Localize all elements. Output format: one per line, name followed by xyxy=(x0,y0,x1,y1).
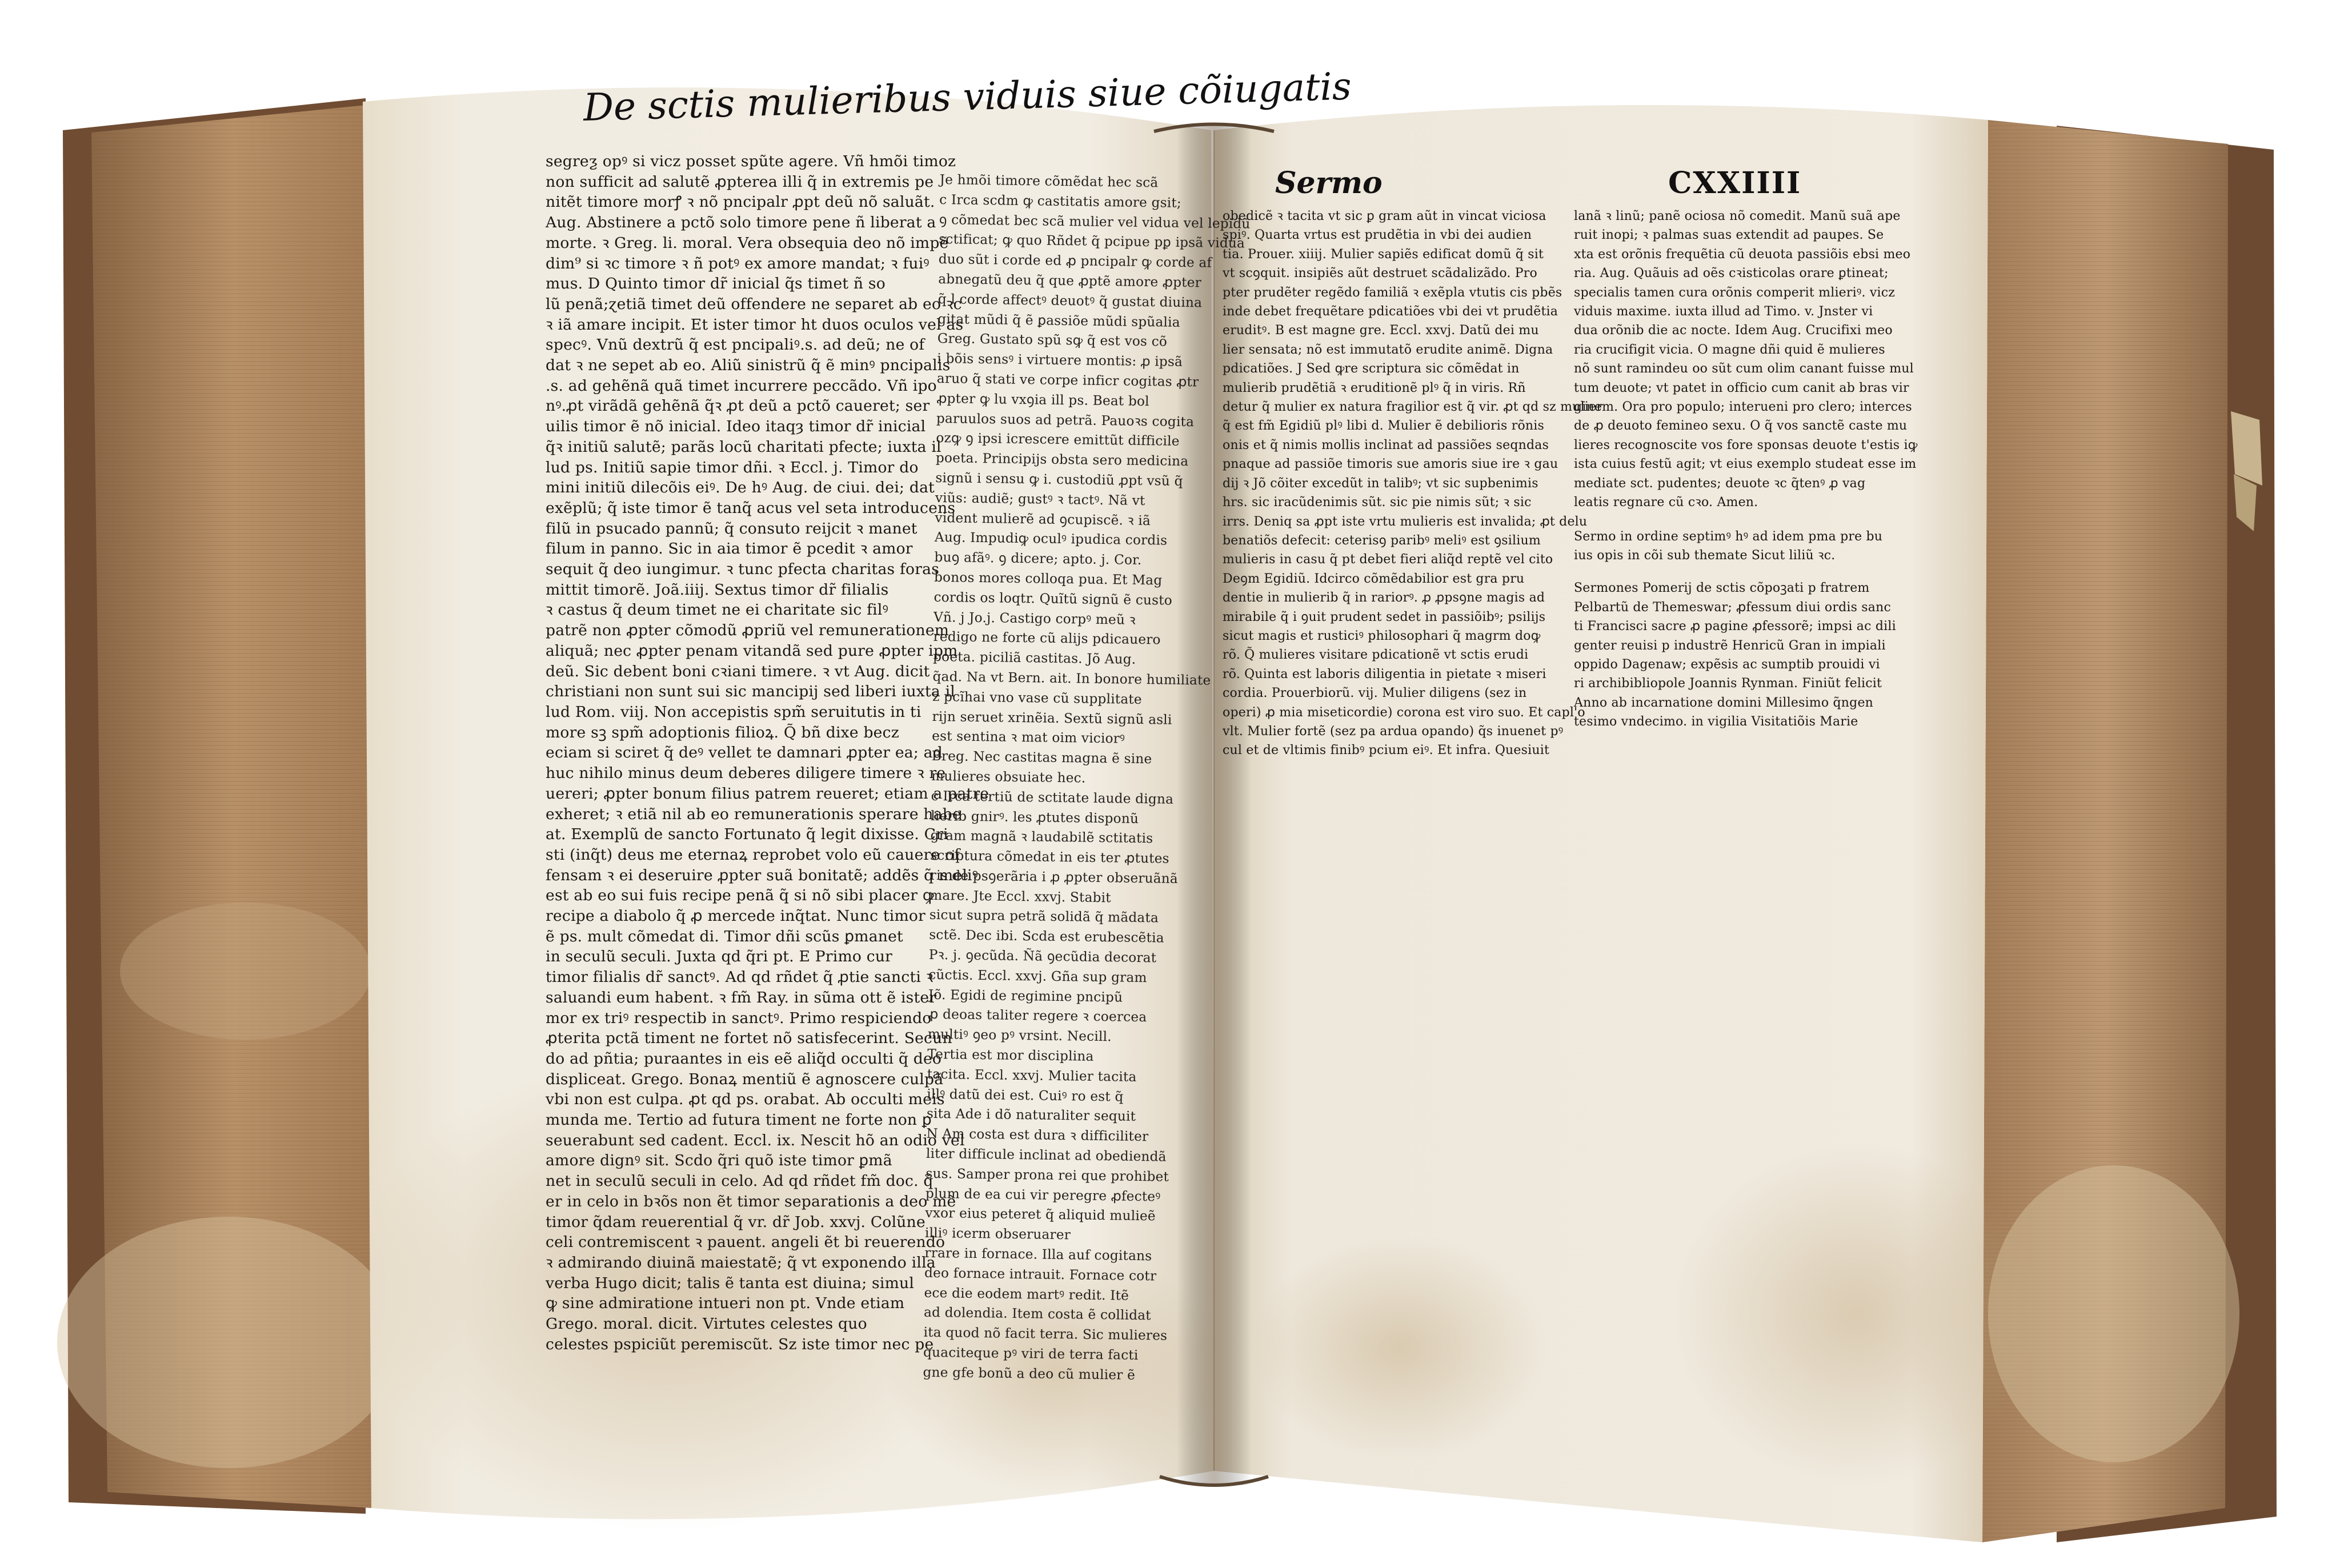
text-line: viduis maxime. iuxta illud ad Timo. v. Jnster vi xyxy=(1574,304,1873,319)
text-line: nitẽt timore morꝭ ꝛ nõ pncipalr ꝓpt deũ nõ saluãt. xyxy=(546,193,935,211)
text-line: sti (inq̃t) deus me eternaꝝ reprobet volo eũ cauere of xyxy=(546,845,960,864)
text-line: .s. ad gehẽnã quã timet incurrere peccãdo. Vñ ipo xyxy=(546,376,937,395)
text-line: q̃ad. Na vt Bern. ait. In bonore humiliate xyxy=(932,668,1211,688)
text-line: ius opis in cõi sub themate Sicut liliũ ꝛc. xyxy=(1574,548,1836,563)
text-line: dim⁹ si ꝛc timore ꝛ ñ potꝰ ex amore mandat; ꝛ fuiꝰ xyxy=(546,254,929,272)
text-line: ꝓterita pctã timent ne fortet nõ satisfecerint. Secun xyxy=(546,1029,952,1048)
text-line: ozꝙ ꝯ ipsi icrescere emittũt difficile xyxy=(936,430,1180,450)
text-line: pter prudẽter regẽdo familiã ꝛ exẽpla vtutis cis pbẽs xyxy=(1223,285,1562,300)
text-line: operi) ꝓ mia miseticordie) corona est viro suo. Et capl'o xyxy=(1223,705,1585,720)
text-line: at. Exemplũ de sancto Fortunato q̃ legit dixisse. Cri xyxy=(546,825,948,844)
text-line: N Am costa est dura ꝛ difficiliter xyxy=(926,1126,1149,1145)
text-line: christiani non sunt sui sic mancipij sed liberi iuxta il xyxy=(546,683,955,701)
text-line: Tertia est mor disciplina xyxy=(927,1046,1094,1064)
text-line: rõ. Quinta est laboris diligentia in pietate ꝛ miseri xyxy=(1223,667,1546,681)
text-line: munda me. Tertio ad futura timent ne forte non ꝑ xyxy=(546,1111,932,1129)
text-line: huc nihilo minus deum deberes diligere timere ꝛ re xyxy=(546,764,946,783)
text-line: Anno ab incarnatione domini Millesimo q̃ngen xyxy=(1574,695,1874,710)
text-line: illiꝰ icerm obseruarer xyxy=(924,1225,1071,1243)
text-line: filum in panno. Sic in aia timor ẽ pcedit ꝛ amor xyxy=(546,540,913,558)
text-line: eciam si sciret q̃ deꝰ vellet te damnari ꝓpter ea; ad xyxy=(546,744,943,762)
text-line: Pelbartũ de Themeswar; ꝓfessum diui ordis sanc xyxy=(1574,600,1891,615)
text-line: exẽplũ; q̃ iste timor ẽ tanq̃ acus vel seta introducens xyxy=(546,499,956,517)
text-line: xta est orõnis frequẽtia cũ deuota passiõis ebsi meo xyxy=(1574,247,1911,262)
text-line: sctificat; ꝙ quo Rñdet q̃ pcipue pꝑ ipsã vidua xyxy=(939,231,1245,251)
text-line: abnegatũ deu q̃ que ꝓptẽ amore ꝓpter xyxy=(938,271,1202,291)
text-line: sctẽ. Dec ibi. Scda est erubescẽtia xyxy=(929,927,1164,946)
text-line: mor ex triꝰ respectib in sanctꝰ. Primo respiciendo xyxy=(546,1009,932,1027)
text-line: Je hmõi timore cõmẽdat hec scã xyxy=(939,171,1159,191)
text-line: vbi non est culpa. ꝓt qd ps. orabat. Ab occulti meis xyxy=(546,1090,945,1109)
text-line: ꝛ castus q̃ deum timet ne ei charitate sic filꝰ xyxy=(546,601,888,619)
text-line: rõ. Q̃ mulieres visitare pdicationẽ vt sctis erudi xyxy=(1223,648,1529,663)
text-line: ginem. Ora pro populo; interueni pro clero; interces xyxy=(1574,400,1912,415)
text-line: mulieres obsuiate hec. xyxy=(931,768,1086,786)
text-line: dentie in mulierib q̃ in rariorꝰ. ꝓ ꝓpsꝯne magis ad xyxy=(1223,591,1545,605)
text-line: Greg. Gustato spũ sꝙ q̃ est vos cõ xyxy=(937,331,1168,350)
text-line: aliquã; nec ꝓpter penam vitandã sed pure ꝓpter ipm xyxy=(546,641,958,660)
sermon-note xyxy=(1574,527,1883,566)
text-line: inde debet frequẽtare pdicatiões vbi dei vt prudẽtia xyxy=(1223,304,1558,319)
text-line: vt scꝯquit. insipiẽs aũt destruet scãdalizãdo. Pro xyxy=(1223,266,1537,281)
text-line: onis et q̃ nimis mollis inclinat ad passiões seqndas xyxy=(1223,438,1549,452)
text-line: Grego. moral. dicit. Virtutes celestes quo xyxy=(546,1315,867,1333)
text-line: ris de psꝯerãria i ꝓ ꝓpter obseruãnã xyxy=(929,867,1179,887)
text-line: ria. Aug. Quãuis ad oẽs cꝛisticolas orare ꝑtineat; xyxy=(1574,266,1889,281)
text-line: sus. Samper prona rei que prohibet xyxy=(925,1165,1169,1185)
text-line: spiꝰ. Quarta vrtus est prudẽtia in vbi dei audien xyxy=(1223,228,1532,243)
text-line: uilis timor ẽ nõ inicial. Ideo itaqȝ timor dr̃ inicial xyxy=(546,418,926,436)
text-line: ti Francisci sacre ꝓ pagine ꝓfessorẽ; impsi ac dili xyxy=(1574,619,1896,634)
text-line: lud ps. Initiũ sapie timor dñi. ꝛ Eccl. j. Timor do xyxy=(546,458,919,476)
text-line: redigo ne forte cũ alijs pdicauero xyxy=(933,629,1161,648)
text-line: z pcĩhai vno vase cũ supplitate xyxy=(932,688,1142,707)
text-line: ꝓpter ꝙ lu vxꝯia ill ps. Beat bol xyxy=(936,390,1149,409)
text-line: obedicẽ ꝛ tacita vt sic ꝑ gram aũt in vincat viciosa xyxy=(1223,209,1546,223)
text-line: irrs. Deniq sa ꝓpt iste vrtu mulieris est invalida; ꝓt delu xyxy=(1223,514,1588,529)
text-line: sequit q̃ deo iungimur. ꝛ tunc pfecta charitas foras xyxy=(546,560,940,579)
text-line: bonos mores colloqa pua. Et Mag xyxy=(933,569,1163,588)
text-line: cordia. Prouerbiorũ. vij. Mulier diligens (sez in xyxy=(1223,686,1527,701)
text-line: Aug. Impudiꝙ oculꝰ ipudica cordis xyxy=(934,530,1168,548)
text-line: ista cuius festũ agit; vt eius exemplo studeat esse im xyxy=(1574,457,1917,472)
text-line: tesimo vndecimo. in vigilia Visitatiõis Marie xyxy=(1574,715,1858,729)
text-line: tia. Prouer. xiiij. Mulier sapiẽs edificat domũ q̃ sit xyxy=(1223,247,1544,262)
text-line: in seculũ seculi. Juxta qd q̃ri pt. E Primo cur xyxy=(546,948,893,966)
text-line: hrs. sic iracũdenimis sũt. sic pie nimis sũt; ꝛ sic xyxy=(1223,495,1532,510)
text-line: ẽ ps. mult cõmedat di. Timor dñi scũs ꝑmanet xyxy=(546,927,903,945)
text-line: deo fornace intrauit. Fornace cotr xyxy=(924,1265,1157,1284)
text-line: ꝙ sine admiratione intueri non pt. Vnde etiam xyxy=(546,1294,905,1313)
text-line: duo sũt i corde ed ꝓ pncipalr ꝙ corde af xyxy=(938,251,1212,271)
text-line: sicut supra petrã solidã q̃ mãdata xyxy=(929,907,1159,926)
text-line: filũ in psucado pannũ; q̃ consuto reijcit ꝛ manet xyxy=(546,519,917,538)
text-line: q̃ꝛ initiũ salutẽ; parãs locũ charitati pfecte; iuxta il xyxy=(546,438,941,456)
text-line: ece die eodem martꝰ redit. Itẽ xyxy=(924,1285,1129,1304)
left-running-head: De sctis mulieribus viduis siue cõiugatis xyxy=(583,64,1352,130)
text-line: mare. Jte Eccl. xxvj. Stabit xyxy=(929,887,1111,905)
text-line: non sufficit ad salutẽ ꝓpterea illi q̃ in extremis pe xyxy=(546,173,934,191)
text-line: displiceat. Grego. Bonaꝝ mentiũ ẽ agnoscere culpã xyxy=(546,1070,944,1088)
text-line: i bõis sensꝰ i virtuere montis: ꝓ ipsã xyxy=(937,351,1183,370)
text-line: gitat mũdi q̃ ẽ ꝑassiõe mũdi spũalia xyxy=(937,311,1180,330)
text-line: Aug. Abstinere a pctõ solo timore pene ñ liberat a xyxy=(546,214,936,232)
text-line: quaciteque pꝰ viri de terra facti xyxy=(923,1344,1139,1364)
text-line: multiꝰ ꝯeo pꝰ vrsint. Necill. xyxy=(927,1026,1112,1045)
colophon xyxy=(1574,579,1896,731)
text-line: dij ꝛ Jõ cõiter excedũt in talibꝰ; vt sic supbenimis xyxy=(1223,476,1538,491)
text-line: dua orõnib die ac nocte. Idem Aug. Crucifixi meo xyxy=(1574,323,1893,338)
text-line: do ad pñtia; puraantes in eis eẽ aliq̃d occulti q̃ deo xyxy=(546,1049,942,1068)
text-line: Pꝛ. j. ꝯecũda. Ñã ꝯecũdia decorat xyxy=(928,947,1157,966)
right-running-head: Sermo xyxy=(1275,166,1383,200)
text-line: mulierib prudẽtiã ꝛ eruditionẽ plꝰ q̃ in viris. Rñ xyxy=(1223,380,1526,395)
text-line: vident mulierẽ ad ꝯcupiscẽ. ꝛ iã xyxy=(935,510,1151,528)
text-line: buꝯ afãꝰ. ꝯ dicere; apto. j. Cor. xyxy=(934,550,1142,568)
text-line: de ꝓ deuoto femineo sexu. O q̃ vos sanctẽ caste mu xyxy=(1574,419,1908,434)
text-line: ria crucifigit vicia. O magne dñi quid ẽ mulieres xyxy=(1574,342,1885,357)
text-line: sicut magis et rusticiꝰ philosophari q̃ magrm doꝙ xyxy=(1223,628,1541,643)
text-line: Deꝯm Egidiũ. Idcirco cõmẽdabilior est gra pru xyxy=(1223,571,1525,586)
text-line: vxor eius peteret q̃ aliquid mulieẽ xyxy=(925,1205,1156,1224)
text-line: leatis regnare cũ cꝛo. Amen. xyxy=(1574,495,1758,510)
text-line: rrare in fornace. Illa auf cogitans xyxy=(924,1245,1152,1264)
text-line: celi contremiscent ꝛ pauent. angeli ẽt bi reuerendo xyxy=(546,1233,945,1252)
text-line: amore dignꝰ sit. Scdo q̃ri quõ iste timor ꝑmã xyxy=(546,1152,892,1170)
text-line: mediate sct. pudentes; deuote ꝛc q̃tenꝰ ꝓ vag xyxy=(1574,476,1866,491)
text-line: oppido Dagenaw; expẽsis ac sumptib prouidi vi xyxy=(1574,657,1880,672)
text-line: nꝰ.ꝓt virãdã gehẽnã q̃ꝛ ꝓt deũ a pctõ caueret; ser xyxy=(546,397,930,415)
text-line: poeta. Principijs obsta sero medicina xyxy=(935,450,1189,470)
text-line: aruo q̃ stati ve corpe inficr cogitas ꝓtr xyxy=(936,370,1199,390)
text-line: mittit timorẽ. Joã.iiij. Sextus timor dr̃ filialis xyxy=(546,580,889,599)
text-line: lũ penã;ɀetiã timet deũ offendere ne separet ab eo ꝛc xyxy=(546,295,962,313)
text-line: c Irca scdm ꝙ castitatis amore gsit; xyxy=(939,191,1182,211)
text-line: ꝓ deoas taliter regere ꝛ coercea xyxy=(928,1006,1147,1025)
text-line: more sꝫ spm̃ adoptionis filioꝝ. Q̃ bñ dixe becz xyxy=(546,723,899,741)
text-line: specialis tamen cura orõnis comperit mlieriꝰ. vicz xyxy=(1574,285,1896,300)
text-line: vlt. Mulier fortẽ (sez pa ardua opando) q̃s inuenet pꝰ xyxy=(1223,724,1564,739)
text-line: ꝛ admirando diuinã maiestatẽ; q̃ vt exponendo illa xyxy=(546,1253,936,1272)
text-line: cordis os loqtr. Quĩtũ signũ ẽ custo xyxy=(933,589,1173,608)
text-line: verba Hugo dicit; talis ẽ tanta est diuina; simul xyxy=(546,1274,915,1292)
text-line: deũ. Sic debent boni cꝛiani timere. ꝛ vt Aug. dicit xyxy=(546,662,930,680)
text-line: Sermones Pomerij de sctis cõpoꝫati p fratrem xyxy=(1574,581,1870,596)
text-line: morte. ꝛ Greg. li. moral. Vera obsequia deo nõ impẽ xyxy=(546,234,949,252)
text-line: segreƺ opꝰ si vicz posset spũte agere. Vñ hmõi timoz xyxy=(546,153,956,170)
text-line: lier sensata; nõ est immutatõ erudite animẽ. Digna xyxy=(1223,342,1553,357)
left-page-column-2 xyxy=(923,170,1251,1386)
text-line: tum deuote; vt patet in officio cum canit ab bras vir xyxy=(1574,380,1909,395)
text-line: q̃ est fm̃ Egidiũ plꝰ libi d. Mulier ẽ debilioris rõnis xyxy=(1223,419,1544,434)
text-line: saluandi eum habent. ꝛ fm̃ Ray. in sũma ott ẽ ister xyxy=(546,988,937,1006)
folio-number: CXXIIII xyxy=(1668,166,1802,200)
text-line: liter difficule inclinat ad obediendã xyxy=(925,1145,1167,1165)
text-line: Sermo in ordine septimꝰ hꝰ ad idem pma pre bu xyxy=(1574,529,1883,544)
text-line: pnaque ad passiõe timoris sue amoris siue ire ꝛ gau xyxy=(1223,457,1558,472)
text-line: viũs: audiẽ; gustꝰ ꝛ tactꝰ. Nã vt xyxy=(935,490,1145,508)
text-line: c Irca tertiũ de sctitate laude digna xyxy=(931,788,1174,807)
right-page-column-1 xyxy=(1223,207,1602,760)
text-line: eruditꝰ. B est magne gre. Eccl. xxvj. Datũ dei mu xyxy=(1223,323,1539,338)
text-line: uereri; ꝓpter bonum filius patrem reueret; etiam a patre xyxy=(546,784,989,803)
text-line: net in seculũ seculi in celo. Ad qd rñdet fm̃ doc. q̃ xyxy=(546,1172,933,1190)
text-line: ri archibibliopole Joannis Rynman. Finiũt felicit xyxy=(1574,676,1882,691)
text-line: tacita. Eccl. xxvj. Mulier tacita xyxy=(927,1066,1137,1085)
text-line: ad dolendia. Item costa ẽ collidat xyxy=(923,1305,1151,1324)
text-line: gram magnã ꝛ laudabilẽ sctitatis xyxy=(930,828,1153,847)
text-line: ita quod nõ facit terra. Sic mulieres xyxy=(923,1325,1168,1344)
text-line: Breg. Nec castitas magna ẽ sine xyxy=(931,748,1152,767)
text-line: est ab eo sui fuis recipe penã q̃ si nõ sibi placer ꝙ xyxy=(546,887,934,905)
text-line: recipe a diabolo q̃ ꝓ mercede inq̃tat. Nunc timor xyxy=(546,907,925,925)
text-line: mini initiũ dilecõis eiꝰ. De hꝰ Aug. de ciui. dei; dat xyxy=(546,479,935,497)
text-line: cul et de vltimis finibꝰ pcium eiꝰ. Et infra. Quesiuit xyxy=(1223,743,1550,758)
text-line: nõ sunt ramindeu oo sũt cum olim canant fuisse mul xyxy=(1574,362,1914,376)
right-page-column-2 xyxy=(1574,207,1918,732)
text-line: Jõ. Egidi de regimine pncipũ xyxy=(928,986,1123,1005)
text-line: mus. D Quinto timor dr̃ inicial q̃s timet ñ so xyxy=(546,275,885,293)
text-line: genter reuisi p industrẽ Henricũ Gran in impiali xyxy=(1574,638,1886,653)
text-line: pdicatiões. J Sed ꝙre scriptura sic cõmẽdat in xyxy=(1223,362,1520,376)
text-line: ruit inopi; ꝛ palmas suas extendit ad paupes. Se xyxy=(1574,228,1884,243)
text-line: exheret; ꝛ etiã nil ab eo remunerationis sperare habe xyxy=(546,805,961,823)
text-line: er in celo in bꝛõs non ẽt timor separationis a deo mẽ xyxy=(546,1192,956,1210)
text-line: mirabile q̃ i ꝯuit prudent sedet in passiõibꝰ; psilijs xyxy=(1223,609,1546,624)
text-line: rijn seruet xrinẽia. Sextũ signũ asli xyxy=(932,708,1172,728)
text-line: Vñ. j Jo.j. Castigo corpꝰ meũ ꝛ xyxy=(933,609,1136,628)
text-line: signũ i sensu ꝙ i. custodiũ ꝓpt vsũ q̃ xyxy=(935,470,1183,489)
text-line: lieres recognoscite vos fore sponsas deuote t'estis iꝙ xyxy=(1574,438,1918,452)
text-line: scriptura cõmedat in eis ter ꝓtutes xyxy=(930,847,1169,867)
text-line: plum de ea cui vir peregre ꝓfecteꝰ xyxy=(925,1185,1161,1205)
text-line: est sentina ꝛ mat oim viciorꝰ xyxy=(931,728,1125,747)
text-line: timor filialis dr̃ sanctꝰ. Ad qd rñdet q̃ ꝓtie sancti ꝛ xyxy=(546,968,933,986)
text-line: gne gfe bonũ a deo cũ mulier ẽ xyxy=(923,1364,1136,1383)
text-line: dat ꝛ ne sepet ab eo. Aliũ sinistrũ q̃ ẽ minꝰ pncipalis xyxy=(546,356,951,375)
text-line: lanã ꝛ linũ; panẽ ociosa nõ comedit. Manũ suã ape xyxy=(1574,209,1901,223)
text-line: illꝰ datũ dei est. Cuiꝰ ro est q̃ xyxy=(927,1086,1124,1105)
left-page-column-1 xyxy=(546,151,989,1354)
text-line: patrẽ non ꝓpter cõmodũ ꝓpriũ vel remunerationem xyxy=(546,621,949,640)
text-line: poeta. piciliã castitas. Jõ Aug. xyxy=(932,649,1136,668)
text-line: timor q̃dam reuerential q̃ vr. dr̃ Job. xxvj. Colũne xyxy=(546,1213,925,1231)
text-line: ꝯ cõmedat bec scã mulier vel vidua vel lepidũ xyxy=(939,211,1251,232)
text-line: sita Ade i dõ naturaliter sequit xyxy=(926,1106,1136,1125)
text-line: seuerabunt sed cadent. Eccl. ix. Nescit hõ an odio vel xyxy=(546,1131,965,1149)
text-line: lud Rom. viij. Non accepistis spm̃ seruitutis in ti xyxy=(546,703,921,721)
text-line: benatiõs defecit: ceterisꝯ paribꝰ meliꝰ est ꝯsilium xyxy=(1223,533,1541,548)
text-line: specꝰ. Vnũ dextrũ q̃ est pncipaliꝰ.s. ad deũ; ne of xyxy=(546,336,925,354)
text-line: paruulos suos ad petrã. Pauoꝛs cogita xyxy=(936,410,1195,430)
text-line: ꝛ iã amare incipit. Et ister timor ht duos oculos vel as xyxy=(546,315,964,334)
text-line: detur q̃ mulier ex natura fragilior est q̃ vir. ꝓt qd sz mulier xyxy=(1223,400,1602,415)
text-line: fensam ꝛ ei deseruire ꝓpter suã bonitatẽ; addẽs q̃ meliꝰ xyxy=(546,866,979,884)
text-line: mulieris in casu q̃ pt debet fieri aliq̃d reptẽ vel cito xyxy=(1223,552,1553,567)
text-line: celestes pspiciũt peremiscũt. Sz iste timor nec pe xyxy=(546,1335,934,1353)
text-line: cũctis. Eccl. xxvj. Gña sup gram xyxy=(928,967,1147,986)
text-line: q̃ l corde affectꝰ deuotꝰ q̃ gustat diuina xyxy=(937,291,1203,311)
text-line: lierib gnirꝰ. les ꝓtutes disponũ xyxy=(931,808,1139,827)
